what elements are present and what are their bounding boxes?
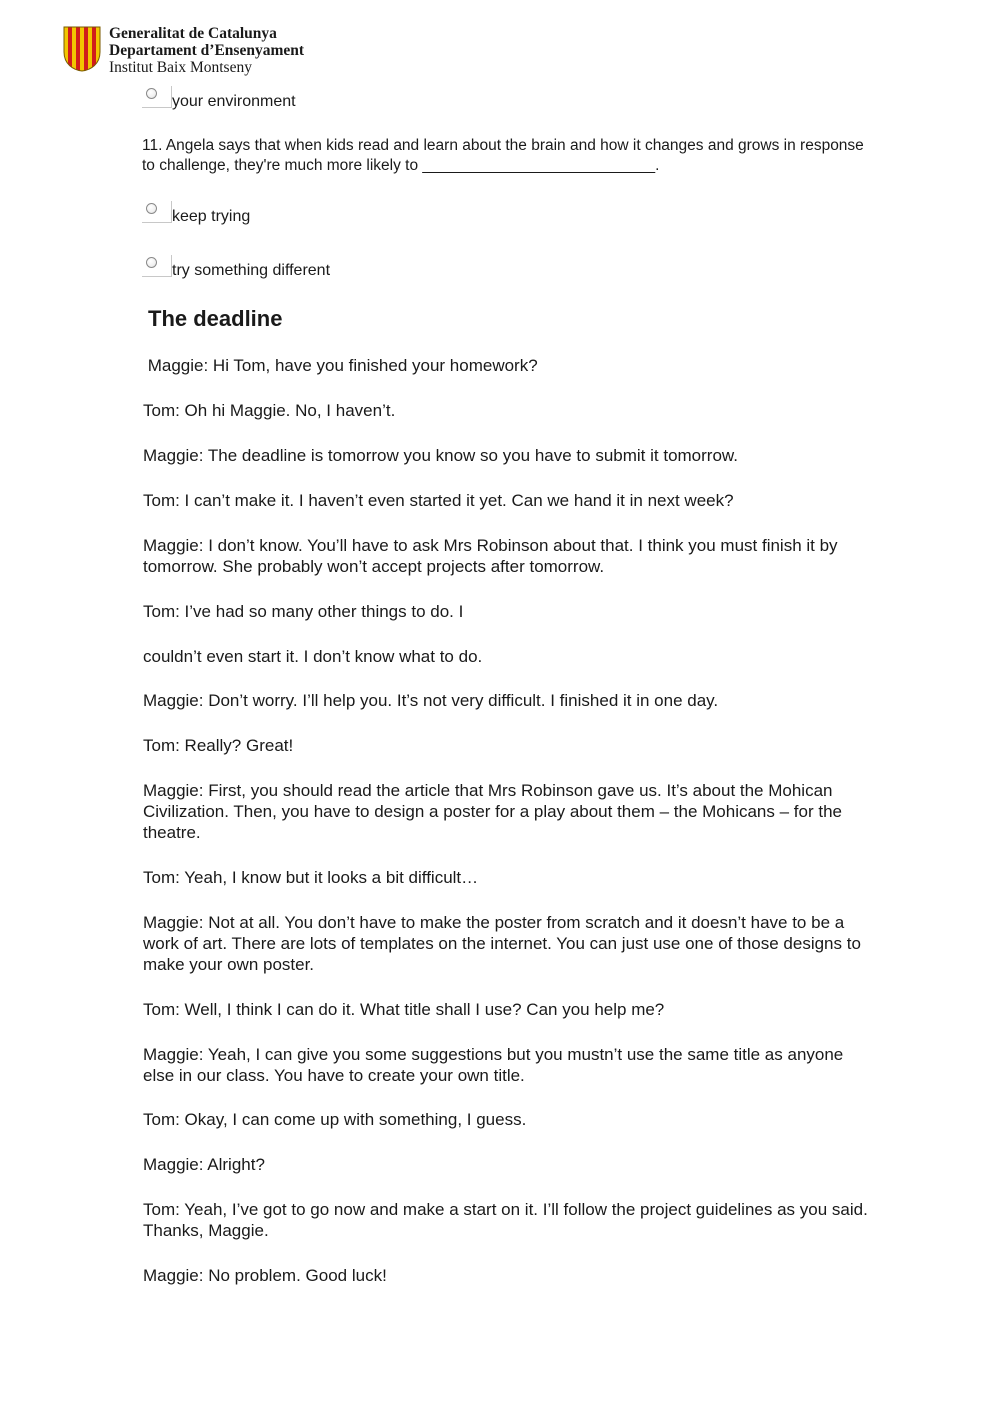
option-label: keep trying [172,208,251,225]
dialogue-line: Maggie: Not at all. You don’t have to make the poster from scratch and it doesn’t have to be a work of art. There are lots of templates on the internet. You can just use one of those designs to make your own poster. [143,913,861,974]
dialogue-line: Tom: Okay, I can come up with something, I guess. [143,1110,527,1129]
letterhead [63,26,304,76]
dialogue-line: Maggie: Don’t worry. I’ll help you. It’s not very difficult. I finished it in one day. [143,691,719,710]
dialogue-line: Tom: Well, I think I can do it. What title shall I use? Can you help me? [143,1000,665,1019]
dialogue-line: Tom: Oh hi Maggie. No, I haven’t. [143,401,396,420]
option-try-something-different[interactable] [142,255,330,280]
dialogue-line: Tom: Yeah, I’ve got to go now and make a start on it. I’ll follow the project guidelines as you said. Thanks, Maggie. [143,1200,868,1240]
option-keep-trying[interactable] [142,201,250,226]
dialogue-line: Maggie: The deadline is tomorrow you know so you have to submit it tomorrow. [143,446,738,465]
dialogue-line: couldn’t even start it. I don’t know what to do. [143,647,483,666]
option-label: your environment [172,93,296,110]
dialogue-line: Maggie: Hi Tom, have you finished your homework? [143,356,538,375]
dialogue-line: Maggie: No problem. Good luck! [143,1266,387,1285]
dialogue-line: Tom: I’ve had so many other things to do. I [143,602,464,621]
header-line-1: Generalitat de Catalunya [109,25,277,42]
catalonia-coat-of-arms-icon [63,26,101,72]
dialogue-line: Maggie: Yeah, I can give you some suggestions but you mustn’t use the same title as anyone else in our class. You have to create your own title. [143,1045,844,1085]
option-your-environment[interactable] [142,86,296,111]
dialogue-line: Maggie: First, you should read the article that Mrs Robinson gave us. It’s about the Mohican Civilization. Then, you have to design a poster for a play about them – the Mohicans – for the theatre. [143,781,842,842]
dialogue-line: Tom: I can’t make it. I haven’t even started it yet. Can we hand it in next week? [143,491,734,510]
dialogue-line: Maggie: I don’t know. You’ll have to ask Mrs Robinson about that. I think you must finish it by tomorrow. She probably won’t accept projects after tomorrow. [143,536,838,576]
radio-button[interactable] [142,86,172,108]
radio-button[interactable] [142,255,172,277]
header-line-3: Institut Baix Montseny [109,59,252,76]
header-line-2: Departament d’Ensenyament [109,42,305,59]
section-title: The deadline [148,306,283,331]
option-label: try something different [172,262,331,279]
question-11: 11. Angela says that when kids read and learn about the brain and how it changes and grows in response to challenge, they're much more likely to ___________________________. [142,137,864,174]
dialogue-line: Tom: Really? Great! [143,736,294,755]
dialogue-line: Maggie: Alright? [143,1155,265,1174]
dialogue-line: Tom: Yeah, I know but it looks a bit difficult… [143,868,479,887]
radio-button[interactable] [142,201,172,223]
